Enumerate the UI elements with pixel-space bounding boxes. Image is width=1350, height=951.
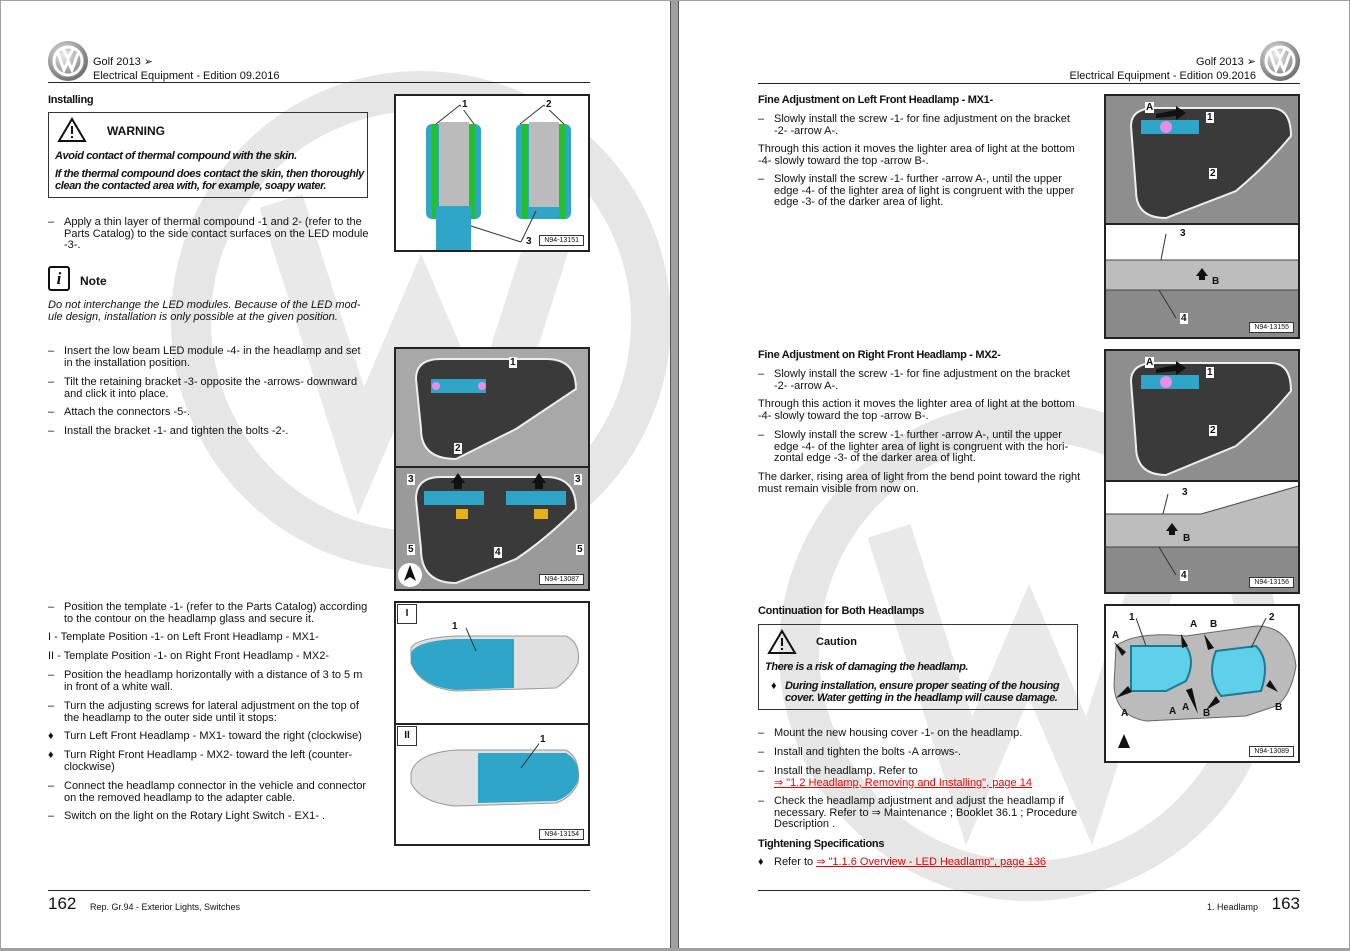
fig2-label-1: 1	[510, 357, 516, 368]
section-title-right-headlamp: Fine Adjustment on Right Front Headlamp - MX2-	[758, 349, 1001, 361]
warning-box	[48, 112, 368, 198]
fig2-id: N94-13087	[539, 574, 584, 585]
fig5-label-4: 4	[1181, 570, 1187, 581]
step-tighten-bolts: – Install and tighten the bolts -A arrows-.	[758, 746, 962, 758]
fig6-label-B-1: B	[1210, 619, 1218, 630]
fig4-label-2: 2	[1210, 168, 1216, 179]
left-page	[1, 1, 671, 948]
led-module-drawing	[396, 96, 590, 252]
section-title-both: Continuation for Both Headlamps	[758, 605, 925, 617]
info-icon: i	[48, 266, 70, 291]
fig2-label-5-left: 5	[408, 544, 414, 555]
template-drawing	[396, 603, 590, 846]
link-led-overview[interactable]: ⇒ "1.1.6 Overview - LED Headlamp", page 136	[816, 856, 1047, 868]
fig6-label-2: 2	[1269, 612, 1275, 623]
step-left-screw: – Slowly install the screw -1- for fine adjustment on the bracket -2- -arrow A-.	[758, 113, 1070, 137]
step-install-headlamp: – Install the headlamp. Refer to ⇒ "1.2 Headlamp, Removing and Installing", page 14	[758, 765, 1032, 789]
step-mount-cover: – Mount the new housing cover -1- on the headlamp.	[758, 727, 1023, 739]
section-title-left-headlamp: Fine Adjustment on Left Front Headlamp - MX1-	[758, 94, 993, 106]
fig4-label-1: 1	[1207, 112, 1213, 123]
footer-chapter-left: Rep. Gr.94 - Exterior Lights, Switches	[90, 902, 241, 912]
warning-line-1: Avoid contact of thermal compound with the skin.	[55, 150, 297, 162]
para-right-darker: The darker, rising area of light from the bend point toward the right must remain visible from now on.	[758, 471, 1081, 495]
para-left-moves: Through this action it moves the lighter area of light at the bottom -4- slowly toward the top -arrow B-.	[758, 143, 1075, 167]
footer-rule	[758, 890, 1300, 891]
caution-bullet: ♦ During installation, ensure proper seating of the housing cover. Water getting in the headlamp will cause damage.	[771, 680, 1060, 704]
link-headlamp-removing[interactable]: ⇒ "1.2 Headlamp, Removing and Installing", page 14	[774, 776, 1032, 789]
bracket-drawing	[396, 349, 590, 591]
figure-template-position	[394, 601, 590, 846]
legend-II: II - Template Position -1- on Right Front Headlamp - MX2-	[48, 650, 330, 662]
header-manual: Electrical Equipment - Edition 09.2016	[93, 70, 280, 82]
legend-I: I - Template Position -1- on Left Front Headlamp - MX1-	[48, 631, 319, 643]
fig2-label-5-right: 5	[577, 544, 583, 555]
figure-left-fine-adjust	[1104, 94, 1300, 339]
fig6-label-A-2: A	[1190, 619, 1198, 630]
section-title-installing: Installing	[48, 94, 94, 106]
bullet-right-headlamp: ♦ Turn Right Front Headlamp - MX2- toward the left (counter-clockwise)	[48, 749, 353, 773]
fig1-id: N94-13151	[539, 235, 584, 246]
bullet-left-headlamp: ♦ Turn Left Front Headlamp - MX1- toward the right (clockwise)	[48, 730, 362, 742]
figure-housing-covers	[1104, 604, 1300, 763]
step-install-bracket: – Install the bracket -1- and tighten the bolts -2-.	[48, 425, 289, 437]
header-model: Golf 2013 ➢	[93, 56, 153, 68]
step-check-adjustment: – Check the headlamp adjustment and adjust the headlamp if necessary. Refer to ⇒ Maintenance ; Booklet 36.1 ; Procedure Description .	[758, 795, 1078, 830]
fig5-label-A: A	[1146, 357, 1154, 368]
warning-line-2: If the thermal compound does contact the skin, then thoroughly clean the contacted area with, for example, soapy water.	[55, 168, 364, 192]
fig3-id: N94-13154	[539, 829, 584, 840]
fig2-label-2: 2	[455, 443, 461, 454]
page-number-left: 162	[48, 894, 77, 913]
header-manual: Electrical Equipment - Edition 09.2016	[1069, 70, 1256, 82]
header-rule	[758, 83, 1300, 84]
fig3-label-1-bottom: 1	[540, 734, 546, 745]
fig6-id: N94-13089	[1249, 746, 1294, 757]
caution-box	[758, 624, 1078, 710]
vw-logo	[1260, 41, 1300, 81]
fig4-label-3: 3	[1180, 228, 1186, 239]
fig1-label-1: 1	[462, 99, 468, 110]
page-number-right: 163	[1271, 894, 1300, 913]
step-switch-on: – Switch on the light on the Rotary Light Switch - EX1- .	[48, 810, 326, 822]
fig6-label-A-5: A	[1169, 706, 1177, 717]
figure-bracket-install	[394, 347, 590, 591]
fig6-label-A-1: A	[1112, 630, 1120, 641]
step-thermal-compound: – Apply a thin layer of thermal compound -1 and 2- (refer to the Parts Catalog) to the side contact surfaces on the LED module -3-.	[48, 216, 369, 251]
para-right-moves: Through this action it moves the lighter area of light at the bottom -4- slowly toward the top -arrow B-.	[758, 398, 1075, 422]
fig2-label-4: 4	[495, 547, 501, 558]
panel-label-II: II	[397, 726, 417, 746]
section-title-tightening: Tightening Specifications	[758, 838, 885, 850]
fig6-label-A-4: A	[1182, 702, 1190, 713]
fig5-label-3: 3	[1182, 487, 1188, 498]
fig6-label-B-2: B	[1203, 708, 1211, 719]
fig3-label-1-top: 1	[452, 621, 458, 632]
fig5-label-2: 2	[1210, 425, 1216, 436]
step-right-further: – Slowly install the screw -1- further -arrow A-, until the upper edge -4- of the lighter area of light is congruent with the hori-zontal edge -3- of the darker area of light.	[758, 429, 1069, 464]
right-page	[678, 1, 1349, 948]
fig5-id: N94-13156	[1249, 577, 1294, 588]
footer-rule	[48, 890, 590, 891]
fig6-label-B-3: B	[1275, 702, 1283, 713]
fig6-label-A-3: A	[1121, 708, 1129, 719]
housing-cover-drawing	[1106, 606, 1300, 763]
bullet-spec-refer: ♦ Refer to ⇒ "1.1.6 Overview - LED Headlamp", page 136	[758, 856, 1047, 868]
fig4-id: N94-13155	[1249, 322, 1294, 333]
fig1-label-2: 2	[546, 99, 552, 110]
step-tilt-bracket: – Tilt the retaining bracket -3- opposite the -arrows- downward and click it into place.	[48, 376, 358, 400]
note-text: Do not interchange the LED modules. Because of the LED mod-ule design, installation is only possible at the given position.	[48, 299, 361, 323]
step-insert-module: – Insert the low beam LED module -4- in the headlamp and set in the installation position.	[48, 345, 361, 369]
step-right-screw: – Slowly install the screw -1- for fine adjustment on the bracket -2- -arrow A-.	[758, 368, 1070, 392]
fig5-label-B: B	[1183, 533, 1191, 544]
fig4-label-4: 4	[1181, 313, 1187, 324]
fig4-label-B: B	[1212, 276, 1220, 287]
fig1-label-3: 3	[526, 236, 532, 247]
fig2-label-3-left: 3	[408, 474, 414, 485]
warning-title: WARNING	[107, 124, 165, 138]
caution-title: Caution	[816, 636, 857, 648]
panel-label-I: I	[397, 604, 417, 624]
step-position-template: – Position the template -1- (refer to the Parts Catalog) according to the contour on the headlamp glass and secure it.	[48, 601, 368, 625]
note-title: Note	[80, 274, 107, 288]
fig5-label-1: 1	[1207, 367, 1213, 378]
footer-chapter-right: 1. Headlamp	[1206, 902, 1258, 912]
right-adjust-drawing	[1106, 351, 1300, 594]
fig4-label-A: A	[1146, 102, 1154, 113]
left-adjust-drawing	[1106, 96, 1300, 339]
step-left-further: – Slowly install the screw -1- further -arrow A-, until the upper edge -4- of the lighter area of light is congruent with the upper edge -3- of the darker area of light.	[758, 173, 1075, 208]
step-connect: – Connect the headlamp connector in the vehicle and connector on the removed headlamp to the adapter cable.	[48, 780, 367, 804]
fig6-label-1: 1	[1129, 612, 1135, 623]
fig2-label-3-right: 3	[575, 474, 581, 485]
figure-led-modules	[394, 94, 590, 252]
header-rule	[48, 82, 590, 83]
step-turn-screws: – Turn the adjusting screws for lateral adjustment on the top of the headlamp to the outer side until it stops:	[48, 700, 359, 724]
step-position-headlamp: – Position the headlamp horizontally with a distance of 3 to 5 m in front of a white wall.	[48, 669, 363, 693]
vw-logo	[48, 41, 88, 81]
warning-triangle-icon	[767, 629, 797, 655]
step-attach-connectors: – Attach the connectors -5-.	[48, 406, 190, 418]
header-model: Golf 2013 ➢	[1196, 56, 1256, 68]
warning-triangle-icon	[57, 117, 87, 143]
figure-right-fine-adjust	[1104, 349, 1300, 594]
caution-line: There is a risk of damaging the headlamp.	[765, 661, 969, 673]
